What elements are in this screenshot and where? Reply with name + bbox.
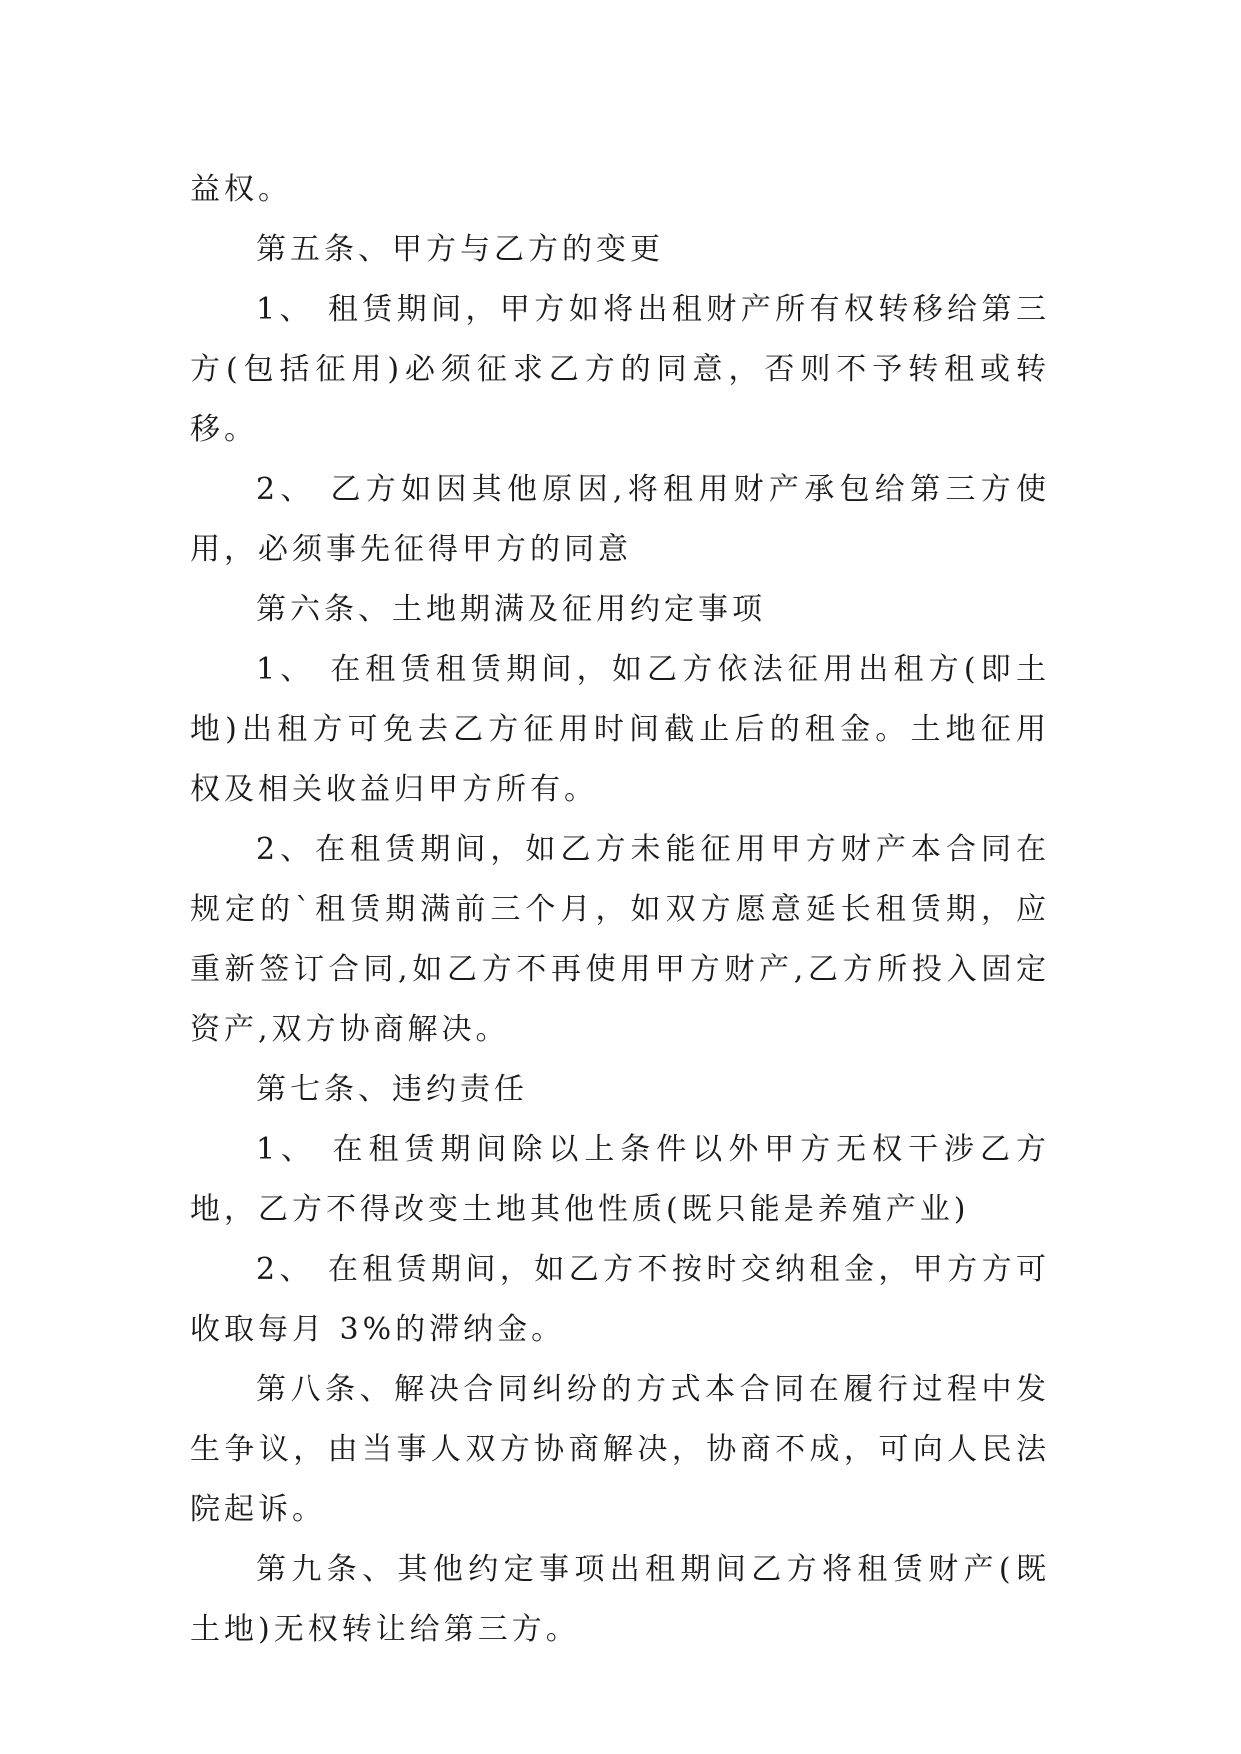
article-6-clause-2: 2、在租赁期间，如乙方未能征用甲方财产本合同在规定的`租赁期满前三个月，如双方愿意延长租赁期，应重新签订合同,如乙方不再使用甲方财产,乙方所投入固定资产,双方协商解决。 [190, 832, 1050, 1047]
paragraph-continuation: 益权。 [190, 172, 292, 207]
article-6-clause-1: 1、 在租赁租赁期间，如乙方依法征用出租方(即土地)出租方可免去乙方征用时间截止后的租金。土地征用权及相关收益归甲方所有。 [190, 652, 1050, 807]
article-7-clause-1: 1、 在租赁期间除以上条件以外甲方无权干涉乙方地，乙方不得改变土地其他性质(既只能是养殖产业) [190, 1132, 1050, 1227]
article-9-text: 第九条、其他约定事项出租期间乙方将租赁财产(既土地)无权转让给第三方。 [190, 1552, 1050, 1647]
article-5-clause-1: 1、 租赁期间，甲方如将出租财产所有权转移给第三方(包括征用)必须征求乙方的同意，否则不予转租或转移。 [190, 292, 1050, 447]
article-7-clause-2: 2、 在租赁期间，如乙方不按时交纳租金，甲方方可收取每月 3%的滞纳金。 [190, 1252, 1050, 1347]
article-7-heading: 第七条、违约责任 [256, 1072, 528, 1107]
document-body [190, 160, 1050, 1660]
article-6-heading: 第六条、土地期满及征用约定事项 [256, 592, 766, 627]
article-5-heading: 第五条、甲方与乙方的变更 [256, 232, 664, 267]
article-8-text: 第八条、解决合同纠纷的方式本合同在履行过程中发生争议，由当事人双方协商解决，协商不成，可向人民法院起诉。 [190, 1372, 1050, 1527]
article-5-clause-2: 2、 乙方如因其他原因,将租用财产承包给第三方使用，必须事先征得甲方的同意 [190, 472, 1050, 567]
